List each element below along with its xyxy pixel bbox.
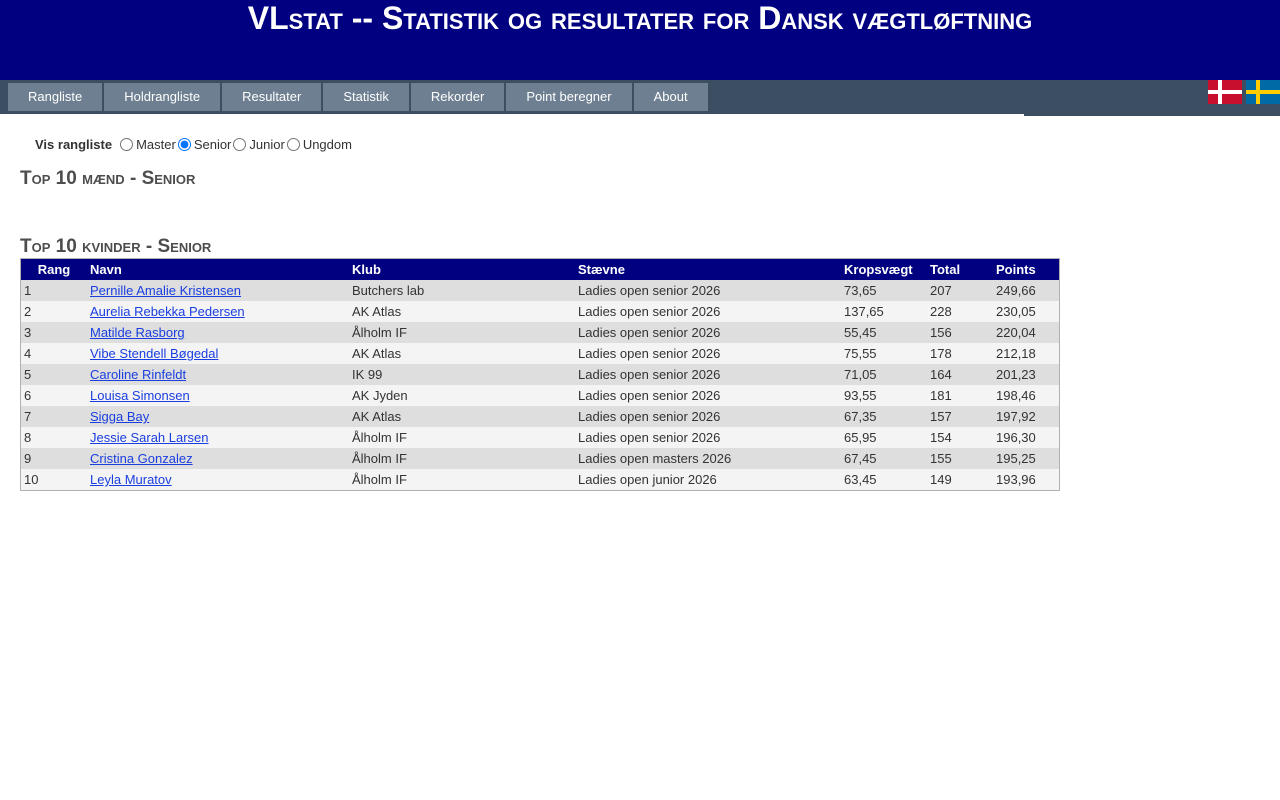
- cell-rank: 6: [21, 385, 88, 406]
- cell-name: [87, 406, 349, 427]
- cell-points: 198,46: [993, 385, 1060, 406]
- cell-name: [87, 448, 349, 469]
- cell-name: [87, 322, 349, 343]
- cell-rank: 7: [21, 406, 88, 427]
- nav-tab-statistik[interactable]: Statistik: [323, 83, 411, 111]
- radio-ungdom-label: Ungdom: [302, 137, 352, 152]
- women-results-table: [20, 258, 1060, 491]
- cell-bodyweight: 71,05: [841, 364, 927, 385]
- selector-label: Vis rangliste: [35, 137, 113, 152]
- cell-points: 195,25: [993, 448, 1060, 469]
- nav-bar: [0, 80, 1280, 114]
- nav-bar-underline: [1024, 114, 1280, 116]
- table-row: [21, 385, 1060, 406]
- radio-senior[interactable]: [178, 137, 232, 152]
- cell-total: 154: [927, 427, 993, 448]
- athlete-link[interactable]: Louisa Simonsen: [90, 388, 190, 403]
- cell-total: 207: [927, 280, 993, 301]
- nav-tabs: [8, 83, 710, 111]
- cell-bodyweight: 75,55: [841, 343, 927, 364]
- cell-points: 230,05: [993, 301, 1060, 322]
- table-row: [21, 322, 1060, 343]
- nav-tab-rekorder[interactable]: Rekorder: [411, 83, 506, 111]
- radio-ungdom-input[interactable]: [287, 138, 300, 151]
- cell-meet: Ladies open senior 2026: [575, 343, 841, 364]
- cell-points: 249,66: [993, 280, 1060, 301]
- ranking-selector: [35, 137, 354, 152]
- cell-bodyweight: 65,95: [841, 427, 927, 448]
- table-row: [21, 406, 1060, 427]
- radio-junior-label: Junior: [249, 137, 285, 152]
- cell-meet: Ladies open senior 2026: [575, 364, 841, 385]
- col-header-club: Klub: [349, 259, 575, 281]
- cell-bodyweight: 55,45: [841, 322, 927, 343]
- cell-bodyweight: 73,65: [841, 280, 927, 301]
- cell-name: [87, 364, 349, 385]
- athlete-link[interactable]: Caroline Rinfeldt: [90, 367, 187, 382]
- table-row: [21, 301, 1060, 322]
- athlete-link[interactable]: Sigga Bay: [90, 409, 150, 424]
- athlete-link[interactable]: Aurelia Rebekka Pedersen: [90, 304, 245, 319]
- cell-bodyweight: 67,35: [841, 406, 927, 427]
- cell-club: AK Atlas: [349, 406, 575, 427]
- cell-rank: 4: [21, 343, 88, 364]
- cell-name: [87, 280, 349, 301]
- cell-bodyweight: 137,65: [841, 301, 927, 322]
- cell-total: 149: [927, 469, 993, 491]
- cell-bodyweight: 67,45: [841, 448, 927, 469]
- col-header-name: Navn: [87, 259, 349, 281]
- se-flag-icon[interactable]: [1246, 80, 1280, 104]
- col-header-rank: Rang: [21, 259, 88, 281]
- cell-points: 197,92: [993, 406, 1060, 427]
- cell-rank: 1: [21, 280, 88, 301]
- radio-master-input[interactable]: [120, 138, 133, 151]
- cell-meet: Ladies open senior 2026: [575, 406, 841, 427]
- cell-points: 201,23: [993, 364, 1060, 385]
- table-row: [21, 469, 1060, 491]
- table-header-row: [21, 259, 1060, 281]
- cell-club: AK Atlas: [349, 343, 575, 364]
- cell-name: [87, 301, 349, 322]
- nav-tab-holdrangliste[interactable]: Holdrangliste: [104, 83, 222, 111]
- nav-tab-about[interactable]: About: [634, 83, 710, 111]
- cell-total: 155: [927, 448, 993, 469]
- cell-club: Ålholm IF: [349, 427, 575, 448]
- radio-senior-label: Senior: [193, 137, 232, 152]
- cell-meet: Ladies open junior 2026: [575, 469, 841, 491]
- athlete-link[interactable]: Vibe Stendell Bøgedal: [90, 346, 219, 361]
- athlete-link[interactable]: Matilde Rasborg: [90, 325, 185, 340]
- nav-tab-resultater[interactable]: Resultater: [222, 83, 323, 111]
- table-row: [21, 364, 1060, 385]
- cell-club: Butchers lab: [349, 280, 575, 301]
- athlete-link[interactable]: Pernille Amalie Kristensen: [90, 283, 242, 298]
- men-section-title: Top 10 mænd - Senior: [20, 168, 196, 189]
- cell-total: 181: [927, 385, 993, 406]
- dk-flag-icon[interactable]: [1208, 80, 1242, 104]
- header-banner: [0, 0, 1280, 80]
- site-title: VLstat -- Statistik og resultater for Dansk vægtløftning: [247, 0, 1033, 36]
- cell-points: 212,18: [993, 343, 1060, 364]
- women-section-title: Top 10 kvinder - Senior: [20, 236, 212, 257]
- athlete-link[interactable]: Jessie Sarah Larsen: [90, 430, 209, 445]
- col-header-points: Points: [993, 259, 1060, 281]
- cell-points: 193,96: [993, 469, 1060, 491]
- table-row: [21, 448, 1060, 469]
- cell-meet: Ladies open senior 2026: [575, 301, 841, 322]
- col-header-meet: Stævne: [575, 259, 841, 281]
- cell-points: 220,04: [993, 322, 1060, 343]
- cell-name: [87, 385, 349, 406]
- radio-junior-input[interactable]: [233, 138, 246, 151]
- table-row: [21, 280, 1060, 301]
- cell-meet: Ladies open senior 2026: [575, 322, 841, 343]
- cell-club: Ålholm IF: [349, 448, 575, 469]
- cell-total: 157: [927, 406, 993, 427]
- cell-rank: 2: [21, 301, 88, 322]
- radio-master-label: Master: [136, 137, 176, 152]
- cell-meet: Ladies open senior 2026: [575, 427, 841, 448]
- athlete-link[interactable]: Cristina Gonzalez: [90, 451, 193, 466]
- cell-total: 228: [927, 301, 993, 322]
- cell-rank: 5: [21, 364, 88, 385]
- col-header-bodyweight: Kropsvægt: [841, 259, 927, 281]
- nav-tab-point-beregner[interactable]: Point beregner: [506, 83, 633, 111]
- cell-rank: 10: [21, 469, 88, 491]
- cell-club: IK 99: [349, 364, 575, 385]
- cell-meet: Ladies open senior 2026: [575, 280, 841, 301]
- radio-ungdom[interactable]: [287, 137, 352, 152]
- table-row: [21, 343, 1060, 364]
- nav-tab-rangliste[interactable]: Rangliste: [8, 83, 104, 111]
- athlete-link[interactable]: Leyla Muratov: [90, 472, 172, 487]
- cell-club: AK Atlas: [349, 301, 575, 322]
- cell-name: [87, 427, 349, 448]
- radio-junior[interactable]: [233, 137, 284, 152]
- table-row: [21, 427, 1060, 448]
- cell-bodyweight: 63,45: [841, 469, 927, 491]
- radio-senior-input[interactable]: [178, 138, 191, 151]
- cell-meet: Ladies open senior 2026: [575, 385, 841, 406]
- cell-name: [87, 469, 349, 491]
- cell-points: 196,30: [993, 427, 1060, 448]
- cell-total: 156: [927, 322, 993, 343]
- cell-total: 178: [927, 343, 993, 364]
- cell-club: Ålholm IF: [349, 469, 575, 491]
- cell-club: AK Jyden: [349, 385, 575, 406]
- cell-rank: 9: [21, 448, 88, 469]
- radio-master[interactable]: [120, 137, 176, 152]
- cell-meet: Ladies open masters 2026: [575, 448, 841, 469]
- cell-name: [87, 343, 349, 364]
- cell-rank: 3: [21, 322, 88, 343]
- cell-total: 164: [927, 364, 993, 385]
- cell-bodyweight: 93,55: [841, 385, 927, 406]
- cell-rank: 8: [21, 427, 88, 448]
- col-header-total: Total: [927, 259, 993, 281]
- cell-club: Ålholm IF: [349, 322, 575, 343]
